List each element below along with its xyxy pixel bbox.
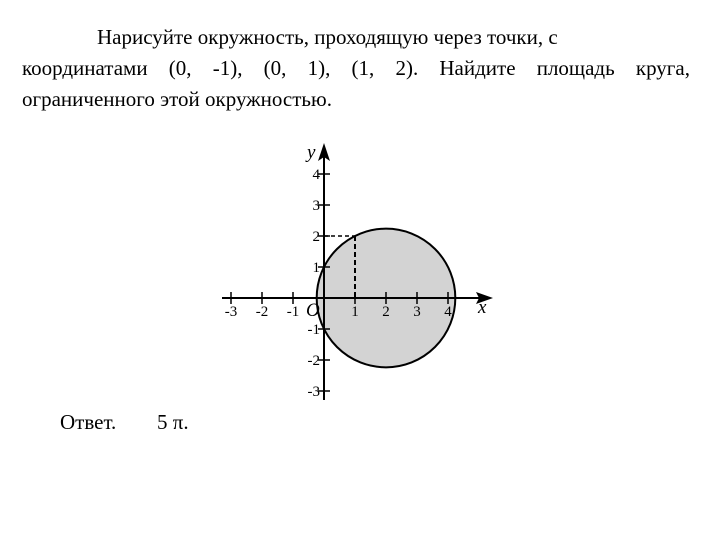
y-tick-label: 3 (312, 198, 320, 214)
problem-line-1: Нарисуйте окружность, проходящую через точки, с (97, 25, 558, 49)
x-tick-label: -2 (255, 304, 269, 320)
y-axis-label: y (307, 142, 316, 163)
answer-value: 5 π. (157, 410, 189, 434)
y-tick-label: 1 (312, 260, 320, 276)
x-tick-label: -3 (224, 304, 238, 320)
x-tick-label: 1 (351, 304, 359, 320)
x-tick-label: 4 (444, 304, 452, 320)
problem-line-3: ограниченного этой окружностью. (22, 87, 332, 111)
y-tick-label: -1 (307, 322, 320, 338)
y-tick-label: -3 (307, 384, 320, 400)
y-tick-label: 4 (312, 167, 320, 183)
problem-line-2: координатами (0, -1), (0, 1), (1, 2). Найдите площадь круга, (22, 56, 690, 80)
x-tick-label: 2 (382, 304, 390, 320)
x-tick-label: 3 (413, 304, 421, 320)
origin-label: O (306, 300, 320, 321)
x-axis-label: x (478, 297, 487, 318)
answer-label: Ответ. (60, 410, 117, 434)
x-tick-label: -1 (286, 304, 300, 320)
y-tick-label: 2 (312, 229, 320, 245)
y-tick-label: -2 (307, 353, 320, 369)
